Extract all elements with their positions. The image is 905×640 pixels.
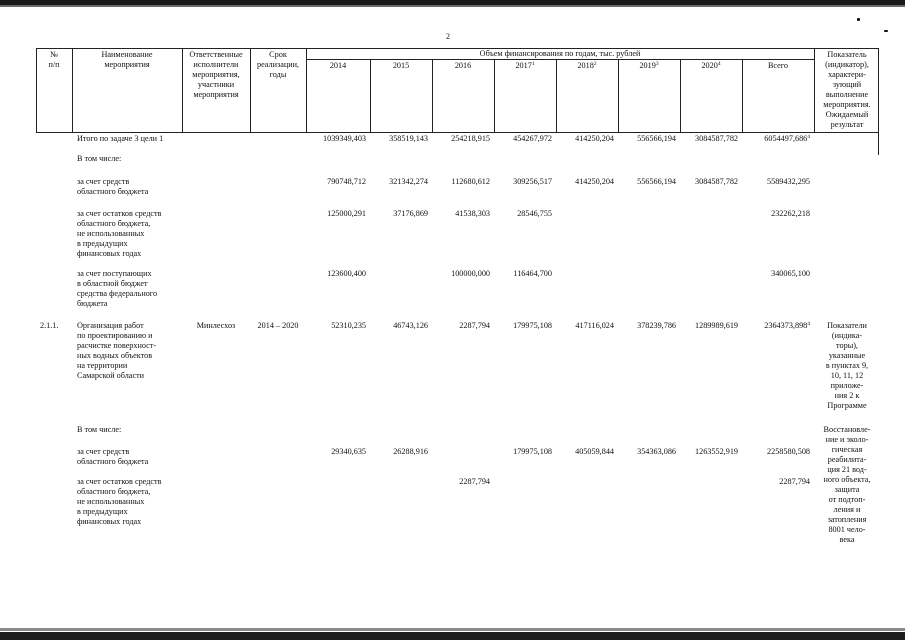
row-value-2019: 556566,194 [637, 177, 676, 186]
row-number: 2.1.1. [40, 321, 59, 330]
scan-edge-top-shade [0, 5, 905, 7]
header-year-5: 2019$^3$ [639, 61, 659, 70]
header-column-rule [814, 48, 815, 132]
row-value-2016: 254218,915 [451, 134, 490, 143]
header-num: № п/п [48, 50, 60, 69]
row-value-2020: 1289989,619 [695, 321, 738, 330]
row-term: 2014 – 2020 [257, 321, 299, 330]
scan-edge-bottom [0, 632, 905, 640]
row-name: за счет поступающих в областной бюджет средства федерального бюджета [77, 269, 158, 308]
row-value-2014: 123600,400 [327, 269, 366, 278]
row-value-2018: 414250,204 [575, 134, 614, 143]
row-value-2014: 125000,291 [327, 209, 366, 218]
header-financing: Объем финансирования по годам, тыс. рублей [479, 49, 641, 58]
row-value-2015: 321342,274 [389, 177, 428, 186]
row-value-2018: 414250,204 [575, 177, 614, 186]
row-name: за счет остатков средств областного бюджета, не использованных в предыдущих финансовых годах [77, 477, 162, 526]
row-responsible: Минлесхоз [196, 321, 236, 330]
row-value-2016: 100000,000 [451, 269, 490, 278]
row-indicator: Показатели (индика- торы), указанные в пунктах 9, 10, 11, 12 приложе- ния 2 к Программе [825, 321, 869, 410]
row-value-2018: 417116,024 [575, 321, 614, 330]
row-value-Всего: 232262,218 [771, 209, 810, 218]
row-value-2015: 46743,126 [393, 321, 428, 330]
row-value-2014: 790748,712 [327, 177, 366, 186]
header-year-1: 2015 [392, 61, 410, 70]
row-value-2017: 28546,755 [517, 209, 552, 218]
row-value-2016: 41538,303 [455, 209, 490, 218]
row-indicator: Восстановле- ние и эколо- гическая реабилита- ция 21 вод- ного объекта, защита от подтоп- ления и затопления 8001 чело- века [823, 425, 871, 544]
page-number: 2 [446, 32, 450, 41]
row-value-2015: 37176,869 [393, 209, 428, 218]
row-value-2014: 52310,235 [331, 321, 366, 330]
row-value-Всего: 6054497,686$^4$ [764, 134, 810, 143]
right-border [878, 132, 879, 155]
row-value-2017: 116464,700 [513, 269, 552, 278]
row-value-2016: 2287,794 [459, 321, 490, 330]
row-value-Всего: 2364373,898$^4$ [764, 321, 810, 330]
header-name: Наименование мероприятия [101, 50, 153, 69]
scan-edge-bottom-shade [0, 628, 905, 631]
row-value-2018: 405059,844 [575, 447, 614, 456]
scan-speck [857, 18, 860, 21]
row-value-2017: 309256,517 [513, 177, 552, 186]
header-indicator: Показатель (индикатор), характери- зующий выполнение мероприятия. Ожидаемый результат [823, 50, 871, 129]
header-responsible: Ответственные исполнители мероприятия, участники мероприятия [189, 50, 243, 99]
row-value-2014: 29340,635 [331, 447, 366, 456]
row-value-2015: 26288,916 [393, 447, 428, 456]
row-value-2015: 358519,143 [389, 134, 428, 143]
scan-speck [884, 30, 888, 32]
row-value-2020: 3084587,782 [695, 177, 738, 186]
row-name: за счет средств областного бюджета [77, 447, 149, 466]
header-bottom-rule [36, 132, 879, 133]
row-value-2017: 179975,108 [513, 447, 552, 456]
row-value-Всего: 2287,794 [779, 477, 810, 486]
row-name: В том числе: [77, 154, 122, 163]
row-name: В том числе: [77, 425, 122, 434]
row-value-Всего: 5589432,295 [767, 177, 810, 186]
header-year-0: 2014 [329, 61, 347, 70]
row-name: Организация работ по проектированию и расчистке поверхност- ных водных объектов на территории Самарской области [77, 321, 157, 380]
row-value-2019: 354363,086 [637, 447, 676, 456]
row-value-2017: 454267,972 [513, 134, 552, 143]
row-name: за счет средств областного бюджета [77, 177, 149, 196]
row-value-2016: 112680,612 [451, 177, 490, 186]
header-column-rule [878, 48, 879, 132]
row-value-Всего: 340065,100 [771, 269, 810, 278]
row-value-Всего: 2258580,508 [767, 447, 810, 456]
row-name: за счет остатков средств областного бюджета, не использованных в предыдущих финансовых годах [77, 209, 162, 258]
row-value-2014: 1039349,403 [323, 134, 366, 143]
header-year-3: 2017$^1$ [515, 61, 535, 70]
header-subrule [306, 59, 815, 60]
header-year-2: 2016 [454, 61, 472, 70]
row-value-2019: 556566,194 [637, 134, 676, 143]
row-value-2020: 1263552,919 [695, 447, 738, 456]
header-term: Срок реализации, годы [256, 50, 300, 79]
header-year-6: 2020$^4$ [701, 61, 721, 70]
header-year-7: Всего [767, 61, 789, 70]
row-value-2020: 3084587,782 [695, 134, 738, 143]
row-value-2019: 378239,786 [637, 321, 676, 330]
row-value-2017: 179975,108 [513, 321, 552, 330]
row-name: Итого по задаче 3 цели 1 [77, 134, 164, 143]
row-value-2016: 2287,794 [459, 477, 490, 486]
header-year-4: 2018$^2$ [577, 61, 597, 70]
